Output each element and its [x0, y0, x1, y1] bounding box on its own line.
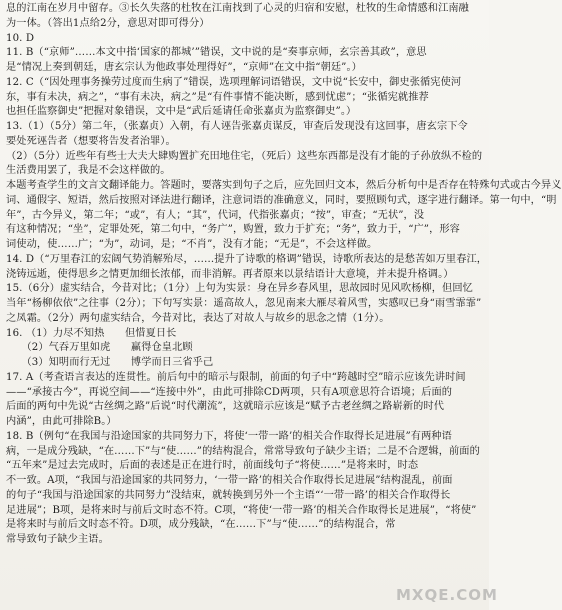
text-line: 13.（1）（5分）第二年，（张嘉贞）入朝，有人诬告张嘉贞谋反，审查后发现没有这回事，唐玄宗下令: [6, 121, 468, 132]
text-line: 是“情况上奏到朝廷，唐玄宗认为他政事处理得好”，“京师”在文中指“朝廷”。）: [6, 62, 362, 73]
text-line: 之凤霜。（2分）两句虚实结合，今昔对比，表达了对故人与故乡的思念之情（1分）。: [6, 312, 390, 324]
text-line: 10. D: [6, 32, 35, 44]
text-line: （2）（5分）近些年有些士大夫大肆购置扩充田地住宅，（死后）这些东西都是没有才能的子孙放纵不检的: [6, 150, 483, 162]
text-line: 词、通假字、短语，然后按照对译法进行翻译，注意词语的准确意义，同时，要照顾句式，逐字进行翻译。第一句中，“明: [6, 194, 557, 206]
text-line: 14. D（“万里春江的宏阔气势消解殆尽，……提升了诗歌的格调”错误，诗歌所表达的是愁苦如万里春江，: [6, 253, 488, 265]
text-line: 后面的两句中先说“古丝绸之路”后说“时代潮流”，这就暗示应该是“赋予古老丝绸之路崭新的时代: [6, 401, 445, 413]
text-line: 的句子“我国与沿途国家的共同努力”没结束，就转换到另外一个主语“‘一带一路’的相关合作取得长: [6, 489, 451, 501]
text-line: 不一致。A项，“我国与沿途国家的共同努力，‘一带一路’的相关合作取得长足进展”结构混乱，前面: [6, 475, 453, 486]
text-line: 为一体。（答出1点给2分，意思对即可得分）: [6, 17, 210, 29]
text-line: “五年来”是过去完成时，后面的表述是正在进行时，前面线句子“将使……”是将来时，时态: [6, 460, 419, 472]
text-line: 息的江南在岁月中留存。③长久失落的杜牧在江南找到了心灵的归宿和安慰，杜牧的生命情感和江南融: [6, 3, 469, 14]
text-line: 年”，古今异义，第二年；“或”，有人；“其”，代词，代指张嘉贞；“按”，审查；“无状”，没: [6, 209, 425, 221]
watermark: [393, 582, 498, 608]
text-line: 15.（6分）虚实结合，今昔对比；（1分）上句为实景：身在异乡春风里，思故园时见风吹杨柳，但回忆: [6, 283, 473, 295]
text-line: 病，一是成分残缺，“在……下”与“使……”的结构混合，常常导致句子缺少主语；二是不合逻辑，前面的: [6, 445, 480, 457]
text-line: 18. B（例句“在我国与沿途国家的共同努力下，将使‘一带一路’的相关合作取得长足进展”有两种语: [6, 430, 452, 442]
text-line: 12. C（“因处理事务操劳过度而生病了”错误，选项理解词语错误，文中说“长安中，御史张循宪使河: [6, 76, 462, 88]
text-line: 生活费用罢了，我是不会这样做的。: [6, 165, 171, 177]
text-line: ——“承接古今”，再说空间——“连接中外”，由此可排除CD两项，只有A项意思符合语境；后面的: [6, 386, 453, 398]
text-line: 当年“杨柳依依”之往事（2分）；下句写实景：遥高故人，忽见南来大雁尽着风雪，实感叹已身“雨雪霏霏”: [6, 298, 482, 309]
text-line: 11. B（“京师”……本文中指‘国家的都城’”错误，文中说的是“奏事京师，玄宗善其政”，意思: [6, 47, 427, 59]
text-line: 16. （1）力尽不知热 但惜夏日长: [6, 327, 177, 339]
watermark-text: MXQE.COM: [396, 586, 498, 604]
text-line: 本题考查学生的文言文翻译能力。答题时，要落实到句子之后，应先回归文本，然后分析句中是否存在特殊句式或古今异义: [6, 180, 562, 191]
text-line: （2）气吞万里如虎 赢得仓皇北顾: [6, 342, 193, 354]
text-line: 词使动，使……广；“为”，动词，是；“不肖”，没有才能；“无是”，不会这样做。: [6, 239, 378, 250]
text-line: 常导致句子缺少主语。: [6, 534, 109, 545]
answer-text-body: [6, 2, 562, 548]
text-line: 内涵”，由此可排除B。）: [6, 416, 117, 427]
text-line: 浇铸远逝，使得思乡之情更加细长浓郁，而非消解。再者原来以景结语计大意境，并未提升格调。）: [6, 268, 454, 280]
text-line: 有这种情况；“坐”，定罪处死，第二句中，“务广”，购置，致力于扩充；“务”，致力于，“广”，形容: [6, 224, 460, 236]
text-line: 也担任监察御史”把握对象错误，文中是“武后延请任命张嘉贞为监察御史”。）: [6, 106, 357, 118]
text-line: 是将来时与前后文时态不符。D项，成分残缺，“在……下”与“使……”的结构混合，常: [6, 519, 396, 531]
text-line: 东，事有未决，病之”，“事有未决，病之”是“有件事情不能决断，感到忧虑”；“张循宪就推荐: [6, 91, 429, 103]
text-line: 17. A（考查语言表达的连贯性。前后句中的暗示与限制，前面的句子中“跨越时空”暗示应该先讲时间: [6, 371, 466, 383]
text-line: （3）知明而行无过 博学而日三省乎己: [6, 357, 214, 368]
text-line: 足进展”；B项，是将来时与前后文时态不符。C项，“将使‘一带一路’的相关合作取得长足进展”，“将使”: [6, 504, 477, 516]
text-line: 要处死诬告者（想要将告发者治罪）。: [6, 135, 176, 147]
